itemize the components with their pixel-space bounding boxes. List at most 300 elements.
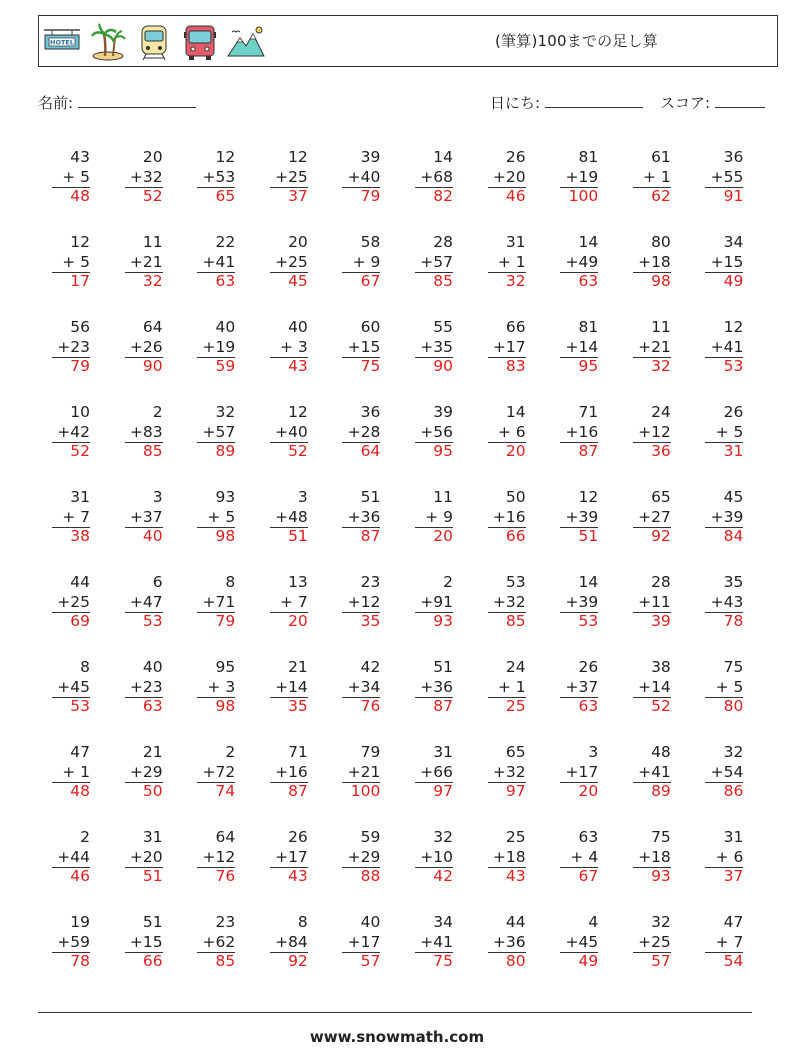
- addition-problem: [175, 403, 235, 462]
- addition-problem: [30, 318, 90, 377]
- addition-problem: [683, 828, 743, 887]
- addition-problem: [611, 233, 671, 292]
- answer: 80: [505, 952, 526, 970]
- addend-top: 50: [505, 488, 526, 506]
- addition-problem: [175, 658, 235, 717]
- addition-problem: [30, 403, 90, 462]
- addend-top: 32: [433, 828, 453, 846]
- addition-problem: [393, 743, 453, 802]
- answer: 37: [723, 867, 744, 885]
- addend-top: 63: [578, 828, 599, 846]
- addend-bottom: + 4: [570, 847, 599, 866]
- addend-top: 32: [651, 913, 671, 931]
- addend-top: 48: [651, 743, 671, 761]
- addend-top: 2: [80, 828, 90, 846]
- addend-bottom: +40: [275, 422, 308, 441]
- addend-top: 4: [588, 913, 599, 931]
- answer: 20: [505, 442, 526, 460]
- addend-top: 12: [288, 403, 308, 421]
- addend-bottom: +28: [347, 422, 381, 441]
- addition-problem: [538, 403, 598, 462]
- addend-bottom: +45: [565, 932, 599, 951]
- addition-problem: [175, 828, 235, 887]
- addend-top: 47: [70, 743, 90, 761]
- addition-problem: [393, 573, 453, 632]
- answer: 35: [288, 697, 308, 715]
- addend-bottom: +23: [129, 677, 163, 696]
- answer: 52: [288, 442, 308, 460]
- answer: 79: [360, 187, 381, 205]
- addition-problem: [393, 148, 453, 207]
- addend-bottom: +84: [275, 932, 308, 951]
- answer: 82: [433, 187, 453, 205]
- addend-top: 8: [225, 573, 236, 591]
- addition-problem: [248, 913, 308, 972]
- answer: 20: [433, 527, 453, 545]
- addend-top: 44: [70, 573, 90, 591]
- addend-top: 71: [578, 403, 599, 421]
- addend-top: 66: [505, 318, 526, 336]
- answer: 98: [215, 697, 236, 715]
- addend-bottom: +41: [710, 337, 744, 356]
- addition-problem: [538, 828, 598, 887]
- addition-problem: [611, 318, 671, 377]
- answer: 36: [651, 442, 671, 460]
- addition-problem: [466, 233, 526, 292]
- addend-top: 38: [651, 658, 671, 676]
- answer: 78: [723, 612, 744, 630]
- answer: 93: [433, 612, 453, 630]
- addition-problem: [175, 148, 235, 207]
- addend-bottom: + 3: [280, 337, 308, 356]
- addend-top: 25: [505, 828, 526, 846]
- addend-bottom: +59: [57, 932, 90, 951]
- score-label: スコア:: [660, 94, 711, 112]
- addition-problem: [175, 488, 235, 547]
- addend-bottom: +16: [275, 762, 308, 781]
- addition-problem: [683, 148, 743, 207]
- addend-bottom: + 5: [62, 167, 90, 186]
- addend-top: 23: [215, 913, 236, 931]
- addend-bottom: + 7: [62, 507, 90, 526]
- addition-problem: [611, 743, 671, 802]
- answer: 52: [142, 187, 163, 205]
- addend-top: 79: [360, 743, 381, 761]
- answer: 83: [505, 357, 526, 375]
- addend-bottom: + 5: [715, 422, 744, 441]
- addend-top: 11: [433, 488, 453, 506]
- answer: 32: [651, 357, 671, 375]
- addend-top: 26: [288, 828, 308, 846]
- addend-top: 2: [152, 403, 163, 421]
- addition-problem: [175, 913, 235, 972]
- answer: 53: [578, 612, 599, 630]
- answer: 87: [433, 697, 453, 715]
- addend-bottom: + 6: [497, 422, 526, 441]
- addend-top: 65: [505, 743, 526, 761]
- addition-problem: [103, 658, 163, 717]
- addend-top: 47: [723, 913, 744, 931]
- addition-problem: [393, 318, 453, 377]
- addition-problem: [466, 148, 526, 207]
- answer: 43: [288, 357, 308, 375]
- answer: 57: [360, 952, 381, 970]
- addend-bottom: +37: [129, 507, 163, 526]
- name-label: 名前:: [38, 94, 74, 112]
- answer: 43: [505, 867, 526, 885]
- addend-bottom: +21: [129, 252, 163, 271]
- addend-top: 31: [723, 828, 744, 846]
- addition-problem: [320, 573, 380, 632]
- addition-problem: [248, 403, 308, 462]
- addition-problem: [611, 403, 671, 462]
- addend-bottom: +41: [638, 762, 671, 781]
- addend-top: 23: [360, 573, 381, 591]
- addition-problem: [611, 658, 671, 717]
- addition-problem: [683, 233, 743, 292]
- addend-top: 43: [70, 148, 90, 166]
- svg-text:HOTEL: HOTEL: [50, 38, 74, 47]
- addend-bottom: +57: [420, 252, 453, 271]
- addend-bottom: +15: [129, 932, 163, 951]
- addend-top: 75: [651, 828, 671, 846]
- addend-top: 28: [433, 233, 453, 251]
- answer: 57: [651, 952, 671, 970]
- addend-top: 61: [651, 148, 671, 166]
- addend-top: 3: [152, 488, 163, 506]
- addend-bottom: +55: [710, 167, 744, 186]
- answer: 87: [578, 442, 599, 460]
- addition-problem: [393, 828, 453, 887]
- answer: 86: [723, 782, 744, 800]
- answer: 79: [70, 357, 90, 375]
- addend-top: 81: [578, 148, 599, 166]
- addend-top: 55: [433, 318, 453, 336]
- answer: 66: [505, 527, 526, 545]
- answer: 75: [360, 357, 381, 375]
- addend-bottom: +12: [638, 422, 671, 441]
- addend-top: 28: [651, 573, 671, 591]
- addend-top: 14: [505, 403, 526, 421]
- addend-top: 31: [70, 488, 90, 506]
- answer: 63: [578, 272, 599, 290]
- addend-bottom: +44: [57, 847, 90, 866]
- addend-bottom: +29: [129, 762, 163, 781]
- addend-bottom: +41: [420, 932, 453, 951]
- addition-problem: [466, 403, 526, 462]
- answer: 67: [578, 867, 599, 885]
- answer: 87: [360, 527, 381, 545]
- addend-bottom: +48: [275, 507, 308, 526]
- addend-bottom: +32: [129, 167, 163, 186]
- addend-top: 14: [578, 233, 599, 251]
- answer: 100: [568, 187, 599, 205]
- answer: 89: [215, 442, 236, 460]
- addend-bottom: +25: [57, 592, 90, 611]
- addend-top: 8: [297, 913, 308, 931]
- addition-problem: [320, 488, 380, 547]
- answer: 20: [288, 612, 308, 630]
- addition-problem: [466, 318, 526, 377]
- addend-bottom: + 9: [352, 252, 381, 271]
- answer: 90: [433, 357, 453, 375]
- addition-problem: [175, 573, 235, 632]
- answer: 97: [505, 782, 526, 800]
- addend-top: 64: [215, 828, 236, 846]
- answer: 31: [723, 442, 744, 460]
- answer: 95: [433, 442, 453, 460]
- addition-problem: [538, 913, 598, 972]
- addition-problem: [393, 403, 453, 462]
- answer: 49: [578, 952, 599, 970]
- addend-bottom: +16: [492, 507, 526, 526]
- addend-bottom: +36: [492, 932, 526, 951]
- addend-bottom: +14: [565, 337, 599, 356]
- addition-problem: [320, 743, 380, 802]
- answer: 97: [433, 782, 453, 800]
- addition-problem: [248, 318, 308, 377]
- addend-bottom: +40: [347, 167, 381, 186]
- addition-problem: [683, 573, 743, 632]
- addition-problem: [175, 233, 235, 292]
- answer: 92: [288, 952, 308, 970]
- addend-bottom: +16: [565, 422, 599, 441]
- addend-bottom: +15: [347, 337, 381, 356]
- addend-top: 14: [578, 573, 599, 591]
- addition-problem: [611, 828, 671, 887]
- answer: 63: [215, 272, 236, 290]
- addend-top: 14: [433, 148, 453, 166]
- footer-divider: [38, 1012, 752, 1013]
- answer: 45: [288, 272, 308, 290]
- addend-bottom: +14: [275, 677, 308, 696]
- addition-problem: [248, 743, 308, 802]
- addition-problem: [320, 148, 380, 207]
- addend-bottom: +54: [710, 762, 744, 781]
- answer: 46: [70, 867, 90, 885]
- addend-top: 26: [505, 148, 526, 166]
- addition-problem: [103, 743, 163, 802]
- addend-top: 71: [288, 743, 308, 761]
- addition-problem: [393, 658, 453, 717]
- addition-problem: [320, 658, 380, 717]
- addend-top: 53: [505, 573, 526, 591]
- addend-top: 24: [651, 403, 671, 421]
- addend-bottom: +21: [638, 337, 671, 356]
- addend-top: 3: [588, 743, 599, 761]
- addend-top: 2: [443, 573, 453, 591]
- answer: 63: [142, 697, 163, 715]
- addition-problem: [538, 148, 598, 207]
- addition-problem: [103, 573, 163, 632]
- addend-bottom: +39: [565, 592, 599, 611]
- addend-top: 21: [288, 658, 308, 676]
- addend-top: 58: [360, 233, 381, 251]
- addend-bottom: + 1: [62, 762, 90, 781]
- addend-bottom: +20: [129, 847, 163, 866]
- answer: 35: [360, 612, 381, 630]
- addend-bottom: + 1: [497, 677, 526, 696]
- answer: 52: [70, 442, 90, 460]
- addition-problem: [611, 488, 671, 547]
- addend-bottom: +12: [202, 847, 236, 866]
- addend-bottom: + 5: [715, 677, 744, 696]
- addition-problem: [466, 488, 526, 547]
- answer: 90: [142, 357, 163, 375]
- addend-bottom: +17: [347, 932, 381, 951]
- addition-problem: [103, 148, 163, 207]
- addition-problem: [30, 658, 90, 717]
- addend-top: 40: [142, 658, 163, 676]
- addition-problem: [683, 403, 743, 462]
- answer: 32: [142, 272, 163, 290]
- answer: 51: [578, 527, 599, 545]
- addend-top: 22: [215, 233, 236, 251]
- addend-top: 36: [360, 403, 381, 421]
- answer: 39: [651, 612, 671, 630]
- addend-top: 40: [215, 318, 236, 336]
- addend-top: 13: [288, 573, 308, 591]
- addend-top: 60: [360, 318, 381, 336]
- addend-bottom: + 1: [643, 167, 671, 186]
- addend-top: 51: [360, 488, 381, 506]
- addend-top: 34: [723, 233, 744, 251]
- addend-top: 34: [433, 913, 453, 931]
- addend-top: 42: [360, 658, 381, 676]
- addend-top: 75: [723, 658, 744, 676]
- addition-problem: [538, 573, 598, 632]
- addend-bottom: +17: [275, 847, 308, 866]
- addition-problem: [320, 233, 380, 292]
- addend-bottom: +83: [129, 422, 163, 441]
- addend-top: 59: [360, 828, 381, 846]
- addition-problem: [683, 743, 743, 802]
- addend-top: 2: [225, 743, 236, 761]
- answer: 48: [70, 782, 90, 800]
- addend-bottom: + 6: [715, 847, 744, 866]
- addition-problem: [538, 658, 598, 717]
- addend-top: 56: [70, 318, 90, 336]
- answer: 85: [142, 442, 163, 460]
- addend-top: 26: [723, 403, 744, 421]
- addition-problem: [30, 233, 90, 292]
- addend-top: 8: [80, 658, 90, 676]
- addend-top: 12: [215, 148, 236, 166]
- addition-problem: [538, 233, 598, 292]
- addend-bottom: +14: [638, 677, 671, 696]
- addend-bottom: +91: [420, 592, 453, 611]
- addend-top: 39: [433, 403, 453, 421]
- addend-top: 20: [288, 233, 308, 251]
- addend-bottom: +34: [347, 677, 381, 696]
- addend-bottom: +20: [492, 167, 526, 186]
- answer: 89: [651, 782, 671, 800]
- addition-problem: [466, 658, 526, 717]
- answer: 67: [360, 272, 381, 290]
- addend-bottom: +32: [492, 762, 526, 781]
- addition-problem: [248, 828, 308, 887]
- addend-bottom: +43: [710, 592, 744, 611]
- addend-bottom: +62: [202, 932, 236, 951]
- addend-bottom: +19: [565, 167, 599, 186]
- addition-problem: [611, 573, 671, 632]
- answer: 92: [651, 527, 671, 545]
- addition-problem: [611, 913, 671, 972]
- addend-bottom: +41: [202, 252, 236, 271]
- addend-bottom: +25: [275, 167, 308, 186]
- answer: 53: [70, 697, 90, 715]
- answer: 79: [215, 612, 236, 630]
- answer: 84: [723, 527, 744, 545]
- addend-bottom: +18: [492, 847, 526, 866]
- date-label: 日にち:: [490, 94, 541, 112]
- addend-top: 39: [360, 148, 381, 166]
- addend-bottom: +36: [420, 677, 453, 696]
- addend-top: 36: [723, 148, 744, 166]
- addition-problem: [683, 488, 743, 547]
- answer: 91: [723, 187, 744, 205]
- addend-top: 10: [70, 403, 90, 421]
- addend-bottom: +72: [202, 762, 236, 781]
- answer: 48: [70, 187, 90, 205]
- addend-bottom: +45: [57, 677, 90, 696]
- addition-problem: [30, 148, 90, 207]
- addend-top: 12: [578, 488, 599, 506]
- addend-top: 32: [723, 743, 744, 761]
- addition-problem: [30, 488, 90, 547]
- addend-top: 12: [70, 233, 90, 251]
- addend-bottom: +35: [420, 337, 453, 356]
- answer: 49: [723, 272, 744, 290]
- addition-problem: [320, 828, 380, 887]
- answer: 80: [723, 697, 744, 715]
- addition-problem: [393, 488, 453, 547]
- answer: 76: [215, 867, 236, 885]
- addend-bottom: + 7: [280, 592, 308, 611]
- answer: 85: [433, 272, 453, 290]
- answer: 17: [70, 272, 90, 290]
- addend-bottom: +17: [492, 337, 526, 356]
- addition-problem: [466, 913, 526, 972]
- answer: 54: [723, 952, 744, 970]
- answer: 50: [142, 782, 163, 800]
- footer-site: www.snowmath.com: [309, 1028, 485, 1046]
- addition-problem: [393, 233, 453, 292]
- answer: 51: [142, 867, 163, 885]
- addend-bottom: +26: [129, 337, 163, 356]
- addend-top: 81: [578, 318, 599, 336]
- addition-problem: [103, 488, 163, 547]
- answer: 37: [288, 187, 308, 205]
- addition-problem: [683, 913, 743, 972]
- addition-problem: [393, 913, 453, 972]
- addition-problem: [320, 403, 380, 462]
- addition-problem: [248, 573, 308, 632]
- addition-problem: [103, 828, 163, 887]
- addend-top: 26: [578, 658, 599, 676]
- answer: 25: [505, 697, 526, 715]
- addend-top: 95: [215, 658, 236, 676]
- addition-problem: [175, 318, 235, 377]
- addend-top: 31: [505, 233, 526, 251]
- answer: 59: [215, 357, 236, 375]
- addend-bottom: +10: [420, 847, 453, 866]
- answer: 40: [142, 527, 163, 545]
- addition-problem: [30, 743, 90, 802]
- addend-bottom: + 7: [715, 932, 744, 951]
- answer: 98: [215, 527, 236, 545]
- addend-bottom: +21: [347, 762, 381, 781]
